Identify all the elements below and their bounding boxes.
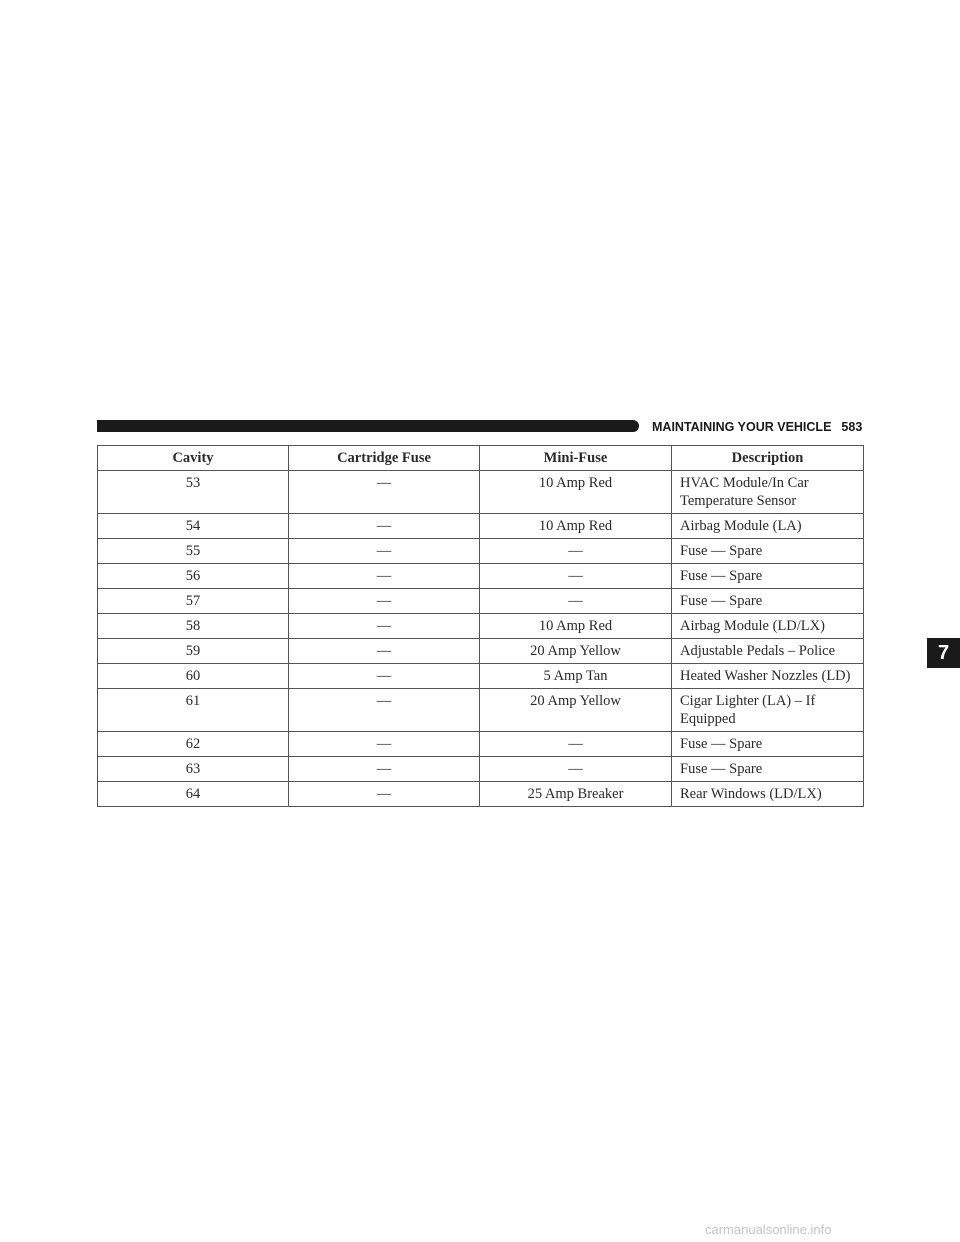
cavity-cell: 53 (98, 471, 289, 514)
table-row (98, 732, 864, 757)
cartridge-fuse-cell: — (289, 589, 480, 614)
watermark-text: carmanualsonline.info (705, 1222, 832, 1237)
description-cell: HVAC Module/In Car Temperature Sensor (672, 471, 864, 514)
mini-fuse-cell: 20 Amp Yellow (480, 689, 672, 732)
cavity-cell: 63 (98, 757, 289, 782)
table-row (98, 614, 864, 639)
cavity-cell: 64 (98, 782, 289, 807)
description-cell: Fuse — Spare (672, 757, 864, 782)
description-cell: Fuse — Spare (672, 539, 864, 564)
description-cell: Heated Washer Nozzles (LD) (672, 664, 864, 689)
description-cell: Cigar Lighter (LA) – If Equipped (672, 689, 864, 732)
mini-fuse-cell: — (480, 757, 672, 782)
table-row (98, 539, 864, 564)
description-cell: Fuse — Spare (672, 564, 864, 589)
column-header-cavity: Cavity (98, 446, 289, 471)
table-row (98, 589, 864, 614)
column-header-cartridge-fuse: Cartridge Fuse (289, 446, 480, 471)
header-rule (97, 420, 639, 432)
mini-fuse-cell: 10 Amp Red (480, 471, 672, 514)
cartridge-fuse-cell: — (289, 689, 480, 732)
mini-fuse-cell: 5 Amp Tan (480, 664, 672, 689)
mini-fuse-cell: — (480, 564, 672, 589)
description-cell: Airbag Module (LA) (672, 514, 864, 539)
mini-fuse-cell: — (480, 589, 672, 614)
chapter-tab: 7 (927, 638, 960, 668)
table-row (98, 514, 864, 539)
mini-fuse-cell: — (480, 732, 672, 757)
mini-fuse-cell: 20 Amp Yellow (480, 639, 672, 664)
description-cell: Adjustable Pedals – Police (672, 639, 864, 664)
cartridge-fuse-cell: — (289, 539, 480, 564)
mini-fuse-cell: 25 Amp Breaker (480, 782, 672, 807)
cartridge-fuse-cell: — (289, 732, 480, 757)
description-cell: Rear Windows (LD/LX) (672, 782, 864, 807)
cavity-cell: 56 (98, 564, 289, 589)
fuse-table (97, 445, 864, 807)
cavity-cell: 61 (98, 689, 289, 732)
cartridge-fuse-cell: — (289, 564, 480, 589)
mini-fuse-cell: — (480, 539, 672, 564)
cartridge-fuse-cell: — (289, 514, 480, 539)
cavity-cell: 59 (98, 639, 289, 664)
section-title: MAINTAINING YOUR VEHICLE (652, 420, 832, 434)
table-row (98, 664, 864, 689)
table-row (98, 471, 864, 514)
cartridge-fuse-cell: — (289, 782, 480, 807)
cartridge-fuse-cell: — (289, 471, 480, 514)
table-header-row (98, 446, 864, 471)
cartridge-fuse-cell: — (289, 757, 480, 782)
description-cell: Fuse — Spare (672, 732, 864, 757)
column-header-description: Description (672, 446, 864, 471)
description-cell: Airbag Module (LD/LX) (672, 614, 864, 639)
table-row (98, 782, 864, 807)
table-row (98, 564, 864, 589)
cavity-cell: 55 (98, 539, 289, 564)
cartridge-fuse-cell: — (289, 664, 480, 689)
page-number: 583 (841, 420, 863, 434)
description-cell: Fuse — Spare (672, 589, 864, 614)
table-row (98, 757, 864, 782)
mini-fuse-cell: 10 Amp Red (480, 614, 672, 639)
cavity-cell: 54 (98, 514, 289, 539)
cavity-cell: 62 (98, 732, 289, 757)
mini-fuse-cell: 10 Amp Red (480, 514, 672, 539)
column-header-mini-fuse: Mini-Fuse (480, 446, 672, 471)
cartridge-fuse-cell: — (289, 614, 480, 639)
cartridge-fuse-cell: — (289, 639, 480, 664)
cavity-cell: 60 (98, 664, 289, 689)
running-header (652, 418, 862, 436)
cavity-cell: 58 (98, 614, 289, 639)
table-row (98, 689, 864, 732)
table-row (98, 639, 864, 664)
cavity-cell: 57 (98, 589, 289, 614)
